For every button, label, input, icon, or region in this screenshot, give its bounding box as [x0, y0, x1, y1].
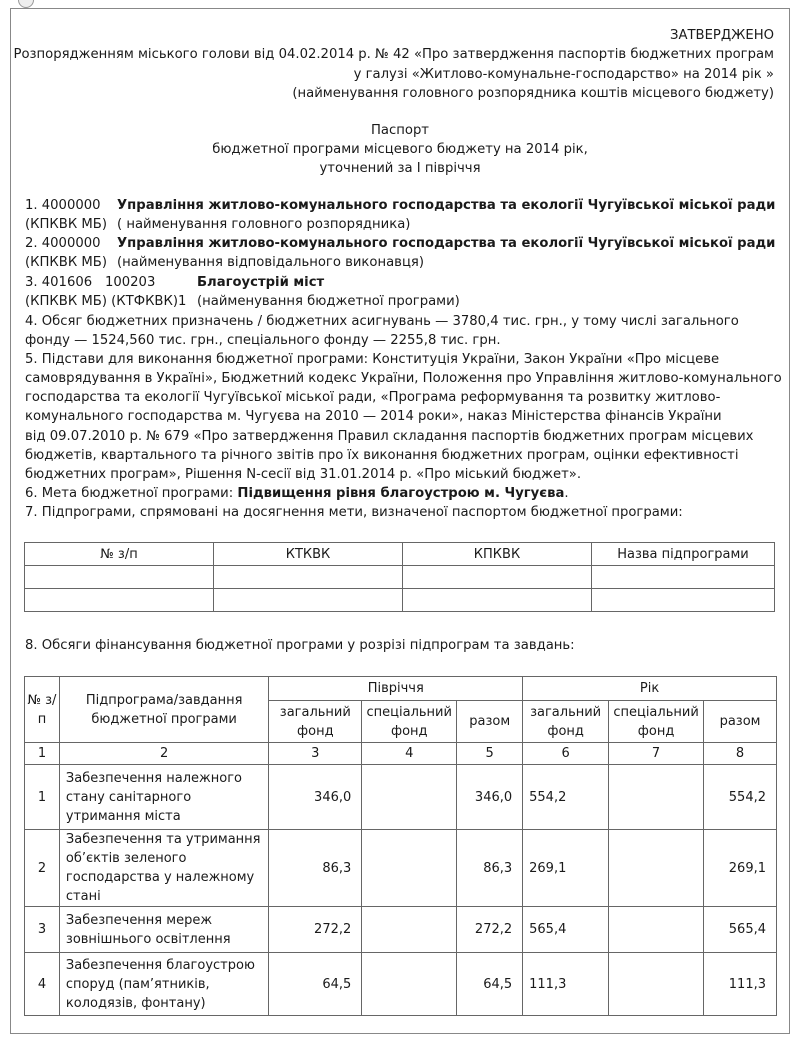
table-row: [25, 765, 777, 830]
row-num: 3: [25, 907, 60, 953]
col-header-year: Рік: [523, 677, 777, 701]
col-header-num: № з/п: [25, 677, 60, 743]
item-2-sub: [25, 253, 424, 273]
table-row: [25, 589, 775, 612]
item-2-name: Управління житлово-комунального господарства та екології Чугуївської міської ради: [117, 236, 776, 251]
item-3-sub-desc: (найменування бюджетної програми): [197, 294, 460, 309]
item-4-line-1: 4. Обсяг бюджетних призначень / бюджетних асигнувань — 3780,4 тис. грн., у тому числі загального: [25, 314, 739, 329]
row-task: Забезпечення благоустрою споруд (пам’ятників, колодязів, фонтану): [59, 953, 268, 1016]
row-half-special: [362, 765, 457, 830]
row-year-general: 269,1: [523, 830, 609, 907]
col-header-year-total: разом: [704, 701, 777, 743]
row-year-general: 554,2: [523, 765, 609, 830]
row-half-general: 346,0: [269, 765, 362, 830]
column-number: 8: [704, 743, 777, 765]
item-5-line-3: господарства та екології Чугуївської міської ради, «Програма реформування та розвитку житлово-: [25, 390, 721, 405]
page-corner-marker: [18, 0, 34, 8]
approval-line-2: у галузі «Житлово-комунальне-господарство» на 2014 рік »: [353, 67, 774, 82]
table-row: [25, 907, 777, 953]
item-3: [25, 273, 325, 293]
table-row: [25, 953, 777, 1016]
row-num: 2: [25, 830, 60, 907]
item-8: 8. Обсяги фінансування бюджетної програми у розрізі підпрограм та завдань:: [25, 638, 575, 653]
column-number: 4: [362, 743, 457, 765]
table-row: [25, 566, 775, 589]
row-half-total: 86,3: [457, 830, 523, 907]
col-header-task: Підпрограма/завдання бюджетної програми: [59, 677, 268, 743]
doc-subtitle-2: уточнений за I півріччя: [319, 161, 481, 176]
row-half-special: [362, 907, 457, 953]
col-header-half-general: загальний фонд: [269, 701, 362, 743]
row-year-total: 554,2: [704, 765, 777, 830]
row-year-special: [609, 953, 704, 1016]
col-header-half-year: Півріччя: [269, 677, 523, 701]
item-1-code: 1. 4000000: [25, 198, 101, 213]
approved-label: ЗАТВЕРДЖЕНО: [670, 28, 774, 43]
table-header-row: [25, 543, 775, 566]
item-3-sub: [25, 292, 460, 312]
item-6-label: 6. Мета бюджетної програми:: [25, 486, 234, 501]
row-year-special: [609, 907, 704, 953]
item-1: [25, 196, 776, 216]
row-half-general: 272,2: [269, 907, 362, 953]
column-number: 5: [457, 743, 523, 765]
item-6-value: Підвищення рівня благоустрою м. Чугуєва: [237, 486, 565, 501]
row-year-general: 565,4: [523, 907, 609, 953]
column-numbers-row: [25, 743, 777, 765]
column-number: 2: [59, 743, 268, 765]
item-2-code: 2. 4000000: [25, 236, 101, 251]
item-1-sub-code: (КПКВК МБ): [25, 217, 107, 232]
item-5-line-2: самоврядування в Україні», Бюджетний кодекс України, Положення про Управління житлово-комунального: [25, 371, 782, 386]
row-num: 1: [25, 765, 60, 830]
row-half-special: [362, 830, 457, 907]
col-header-year-special: спеціальний фонд: [609, 701, 704, 743]
doc-subtitle-1: бюджетної програми місцевого бюджету на 2014 рік,: [212, 142, 588, 157]
item-5-line-5: від 09.07.2010 р. № 679 «Про затвердження Правил складання паспортів бюджетних програм місцевих: [25, 429, 754, 444]
item-6: [25, 484, 569, 504]
item-5-line-7: бюджетних програм», Рішення N-сесії від 31.01.2014 р. «Про міський бюджет».: [25, 467, 582, 482]
col-header-num: № з/п: [25, 543, 214, 566]
row-half-general: 86,3: [269, 830, 362, 907]
column-number: 1: [25, 743, 60, 765]
item-2-sub-code: (КПКВК МБ): [25, 255, 107, 270]
financing-table: [24, 676, 777, 1016]
row-half-special: [362, 953, 457, 1016]
subprograms-table: [24, 542, 775, 612]
table-header-row: [25, 677, 777, 701]
row-task: Забезпечення мереж зовнішнього освітлення: [59, 907, 268, 953]
approval-line-1: Розпорядженням міського голови від 04.02.2014 р. № 42 «Про затвердження паспортів бюджетних програм: [13, 47, 774, 62]
row-half-total: 64,5: [457, 953, 523, 1016]
item-2-sub-desc: (найменування відповідального виконавця): [117, 255, 424, 270]
col-header-name: Назва підпрограми: [592, 543, 775, 566]
item-1-sub: [25, 215, 411, 235]
approval-line-3: (найменування головного розпорядника коштів місцевого бюджету): [292, 86, 774, 101]
item-5-line-6: бюджетів, квартального та річного звітів про їх виконання бюджетних програм, оцінки ефективності: [25, 448, 739, 463]
doc-title: Паспорт: [371, 123, 429, 138]
row-half-total: 272,2: [457, 907, 523, 953]
item-2: [25, 234, 776, 254]
item-3-code: 3. 401606: [25, 275, 93, 290]
row-year-total: 111,3: [704, 953, 777, 1016]
row-half-total: 346,0: [457, 765, 523, 830]
item-3-sub-code: (КПКВК МБ) (КТФКВК)1: [25, 294, 187, 309]
item-1-sub-desc: ( найменування головного розпорядника): [117, 217, 411, 232]
column-number: 7: [609, 743, 704, 765]
column-number: 6: [523, 743, 609, 765]
item-3-code2: 100203: [105, 275, 156, 290]
item-7: 7. Підпрограми, спрямовані на досягнення мети, визначеної паспортом бюджетної програми:: [25, 505, 683, 520]
row-year-total: 269,1: [704, 830, 777, 907]
row-year-total: 565,4: [704, 907, 777, 953]
column-number: 3: [269, 743, 362, 765]
row-year-general: 111,3: [523, 953, 609, 1016]
item-1-name: Управління житлово-комунального господарства та екології Чугуївської міської ради: [117, 198, 776, 213]
row-task: Забезпечення належного стану санітарного утримання міста: [59, 765, 268, 830]
item-5-line-4: комунального господарства м. Чугуєва на 2010 — 2014 роки», наказ Міністерства фінансів України: [25, 409, 722, 424]
row-num: 4: [25, 953, 60, 1016]
row-half-general: 64,5: [269, 953, 362, 1016]
item-5-line-1: 5. Підстави для виконання бюджетної програми: Конституція України, Закон України «Про місцеве: [25, 352, 720, 367]
col-header-year-general: загальний фонд: [523, 701, 609, 743]
item-6-end: .: [564, 486, 569, 501]
item-3-name: Благоустрій міст: [197, 275, 325, 290]
col-header-half-special: спеціальний фонд: [362, 701, 457, 743]
col-header-half-total: разом: [457, 701, 523, 743]
row-task: Забезпечення та утримання об’єктів зеленого господарства у належному стані: [59, 830, 268, 907]
table-row: [25, 830, 777, 907]
row-year-special: [609, 830, 704, 907]
row-year-special: [609, 765, 704, 830]
item-4-line-2: фонду — 1524,560 тис. грн., спеціального фонду — 2255,8 тис. грн.: [25, 333, 501, 348]
col-header-ktkvk: КТКВК: [214, 543, 403, 566]
col-header-kpkvk: КПКВК: [403, 543, 592, 566]
